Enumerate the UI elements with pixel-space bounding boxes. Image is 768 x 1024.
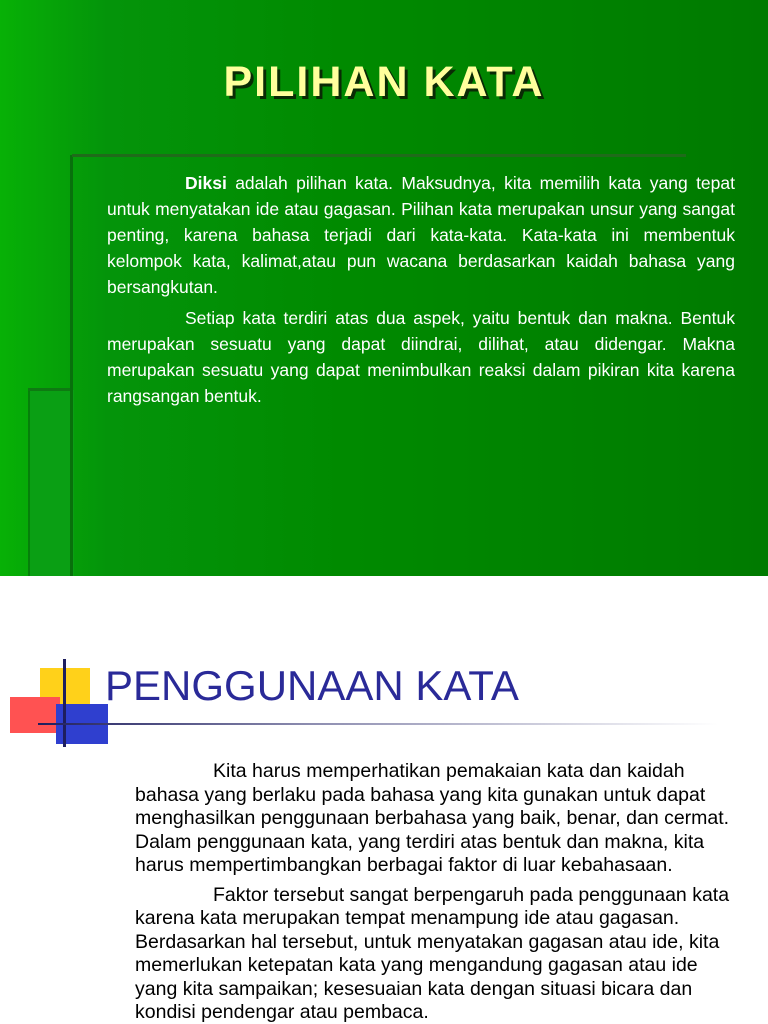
paragraph [107,170,735,300]
decorative-line [72,154,686,157]
decorative-square-red [10,697,60,733]
decorative-line [70,155,73,576]
decorative-line [28,388,72,391]
term-diksi: Diksi [185,173,227,193]
decorative-line [63,659,66,747]
slide-title: PENGGUNAAN KATA [105,662,519,709]
slide-body [135,760,740,1024]
slide-body [107,170,735,414]
paragraph: Faktor tersebut sangat berpengaruh pada penggunaan kata karena kata merupakan tempat menampung ide atau gagasan. Berdasarkan hal tersebut, untuk menyatakan gagasan atau ide, kita memerlukan ketepatan kata yang mengandung gagasan atau ide yang kita sampaikan; kesesuaian kata dengan situasi bicara dan kondisi pendengar atau pembaca. [135,883,730,1023]
title-underline [38,723,718,725]
paragraph: Kita harus memperhatikan pemakaian kata dan kaidah bahasa yang berlaku pada bahasa yang kita gunakan untuk dapat menghasilkan penggunaan berbahasa yang baik, benar, dan cermat. Dalam penggunaan kata, yang terdiri atas bentuk dan makna, kita harus mempertimbangkan berbagai faktor di luar kebahasaan. [135,760,730,876]
paragraph-text: adalah pilihan kata. Maksudnya, kita memilih kata yang tepat untuk menyatakan ide atau gagasan. Pilihan kata merupakan unsur yang sangat penting, karena bahasa terjadi dari kata-kata. Kata-kata ini membentuk kelompok kata, kalimat,atau pun wacana berdasarkan kaidah bahasa yang bersangkutan. [107,173,735,297]
slide-title: PILIHAN KATA [223,58,545,106]
slide-penggunaan-kata [0,576,768,1024]
decorative-bar [28,390,74,576]
paragraph: Setiap kata terdiri atas dua aspek, yaitu bentuk dan makna. Bentuk merupakan sesuatu yang dapat diindrai, dilihat, atau didengar. Makna merupakan sesuatu yang dapat menimbulkan reaksi dalam pikiran kita karena rangsangan bentuk. [107,308,735,406]
